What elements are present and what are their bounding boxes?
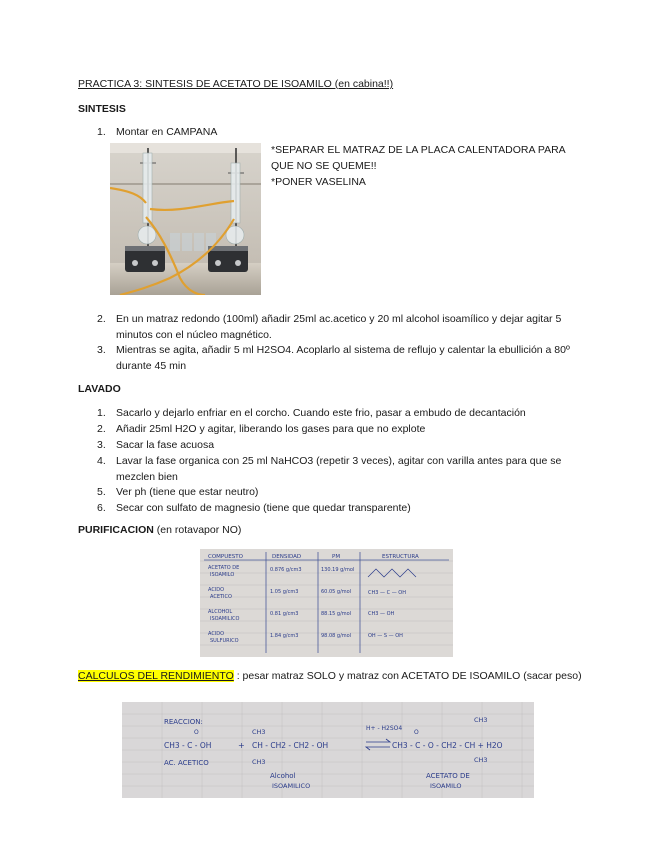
step-number: 1. (97, 126, 106, 138)
row4-structure: OH — S — OH (368, 633, 403, 639)
handwritten-reaction-photo (122, 702, 534, 798)
section-heading-sintesis: SINTESIS (78, 103, 126, 115)
row1-name2: ISOAMILO (210, 572, 235, 578)
row3-density: 0.81 g/cm3 (270, 611, 299, 617)
product-name: ACETATO DE (426, 772, 470, 780)
reactant2-name-line2: ISOAMILICO (272, 782, 311, 790)
step-text: Lavar la fase organica con 25 ml NaHCO3 (repetir 3 veces), agitar con varilla antes para que se mezclen bien (116, 455, 562, 483)
row4-name2: SULFURICO (210, 638, 239, 644)
purificacion-line (78, 524, 241, 536)
reaction-label: REACCION: (164, 718, 203, 726)
step-text: Secar con sulfato de magnesio (tiene que quedar transparente) (116, 502, 411, 514)
note-poner-vaselina: *PONER VASELINA (271, 176, 366, 188)
reactant1-oxygen: O (194, 729, 199, 736)
lab-setup-photo (110, 143, 261, 295)
row4-density: 1.84 g/cm3 (270, 633, 299, 639)
product-bottom: CH3 (474, 756, 488, 764)
product-name-line2: ISOAMILO (430, 782, 462, 790)
step-number: 5. (97, 486, 106, 498)
product-formula: CH3 - C - O - CH2 - CH + H2O (392, 741, 503, 750)
document-title: PRACTICA 3: SINTESIS DE ACETATO DE ISOAMILO (en cabina!!) (78, 78, 394, 90)
step-text: Mientras se agita, añadir 5 ml H2SO4. Acoplarlo al sistema de reflujo y calentar la ebullición a 80º durante 45 min (116, 344, 570, 372)
reactant1-formula: CH3 - C - OH (164, 741, 212, 750)
step-text: Sacarlo y dejarlo enfriar en el corcho. Cuando este frio, pasar a embudo de decantación (116, 407, 526, 419)
note-separar-matraz: *SEPARAR EL MATRAZ DE LA PLACA CALENTADORA PARA QUE NO SE QUEME!! (271, 144, 566, 172)
row2-name2: ACETICO (210, 594, 232, 600)
step-number: 4. (97, 455, 106, 467)
product-top: CH3 (474, 716, 488, 724)
row3-pm: 88.15 g/mol (321, 611, 352, 617)
table-header-pm: PM (332, 554, 341, 560)
section-heading-lavado: LAVADO (78, 383, 121, 395)
table-header-densidad: DENSIDAD (272, 554, 302, 560)
row3-name2: ISOAMILICO (210, 616, 240, 622)
step-text: Montar en CAMPANA (116, 126, 218, 138)
reactant1-name: AC. ACETICO (164, 759, 209, 767)
step-number: 1. (97, 407, 106, 419)
step-text: Ver ph (tiene que estar neutro) (116, 486, 259, 498)
row1-pm: 130.19 g/mol (321, 567, 355, 573)
step-number: 3. (97, 344, 106, 356)
plus-sign: + (238, 741, 245, 750)
row4-pm: 98.08 g/mol (321, 633, 352, 639)
handwritten-table-photo (200, 549, 453, 657)
calculos-line (78, 670, 582, 682)
row2-pm: 60.05 g/mol (321, 589, 352, 595)
calculos-highlight: CALCULOS DEL RENDIMIENTO (78, 670, 234, 682)
reactant2-formula: CH - CH2 - CH2 - OH (252, 741, 329, 750)
row4-name: ACIDO (208, 631, 225, 637)
section-heading-purificacion: PURIFICACION (78, 524, 154, 536)
step-number: 3. (97, 439, 106, 451)
reactant2-top: CH3 (252, 728, 266, 736)
table-header-estructura: ESTRUCTURA (382, 554, 419, 560)
reactant2-bottom: CH3 (252, 758, 266, 766)
step-text: En un matraz redondo (100ml) añadir 25ml ac.acetico y 20 ml alcohol isoamílico y dejar agitar 5 minutos con el núcleo magnético. (116, 313, 562, 341)
product-oxygen: O (414, 729, 419, 736)
catalyst-label: H+ - H2SO4 (366, 725, 403, 732)
step-text: Sacar la fase acuosa (116, 439, 215, 451)
step-number: 6. (97, 502, 106, 514)
step-number: 2. (97, 423, 106, 435)
row2-structure: CH3 — C — OH (368, 590, 406, 596)
purificacion-note: (en rotavapor NO) (153, 524, 242, 536)
step-text: Añadir 25ml H2O y agitar, liberando los gases para que no explote (116, 423, 426, 435)
table-header-compuesto: COMPUESTO (208, 554, 243, 560)
row1-density: 0.876 g/cm3 (270, 567, 302, 573)
row3-name: ALCOHOL (208, 609, 233, 615)
calculos-text: : pesar matraz SOLO y matraz con ACETATO DE ISOAMILO (sacar peso) (233, 670, 582, 682)
row2-name: ACIDO (208, 587, 225, 593)
reactant2-name: Alcohol (270, 772, 296, 780)
row1-name: ACETATO DE (208, 565, 240, 571)
row3-structure: CH3 — OH (368, 611, 395, 617)
step-number: 2. (97, 313, 106, 325)
row2-density: 1.05 g/cm3 (270, 589, 299, 595)
